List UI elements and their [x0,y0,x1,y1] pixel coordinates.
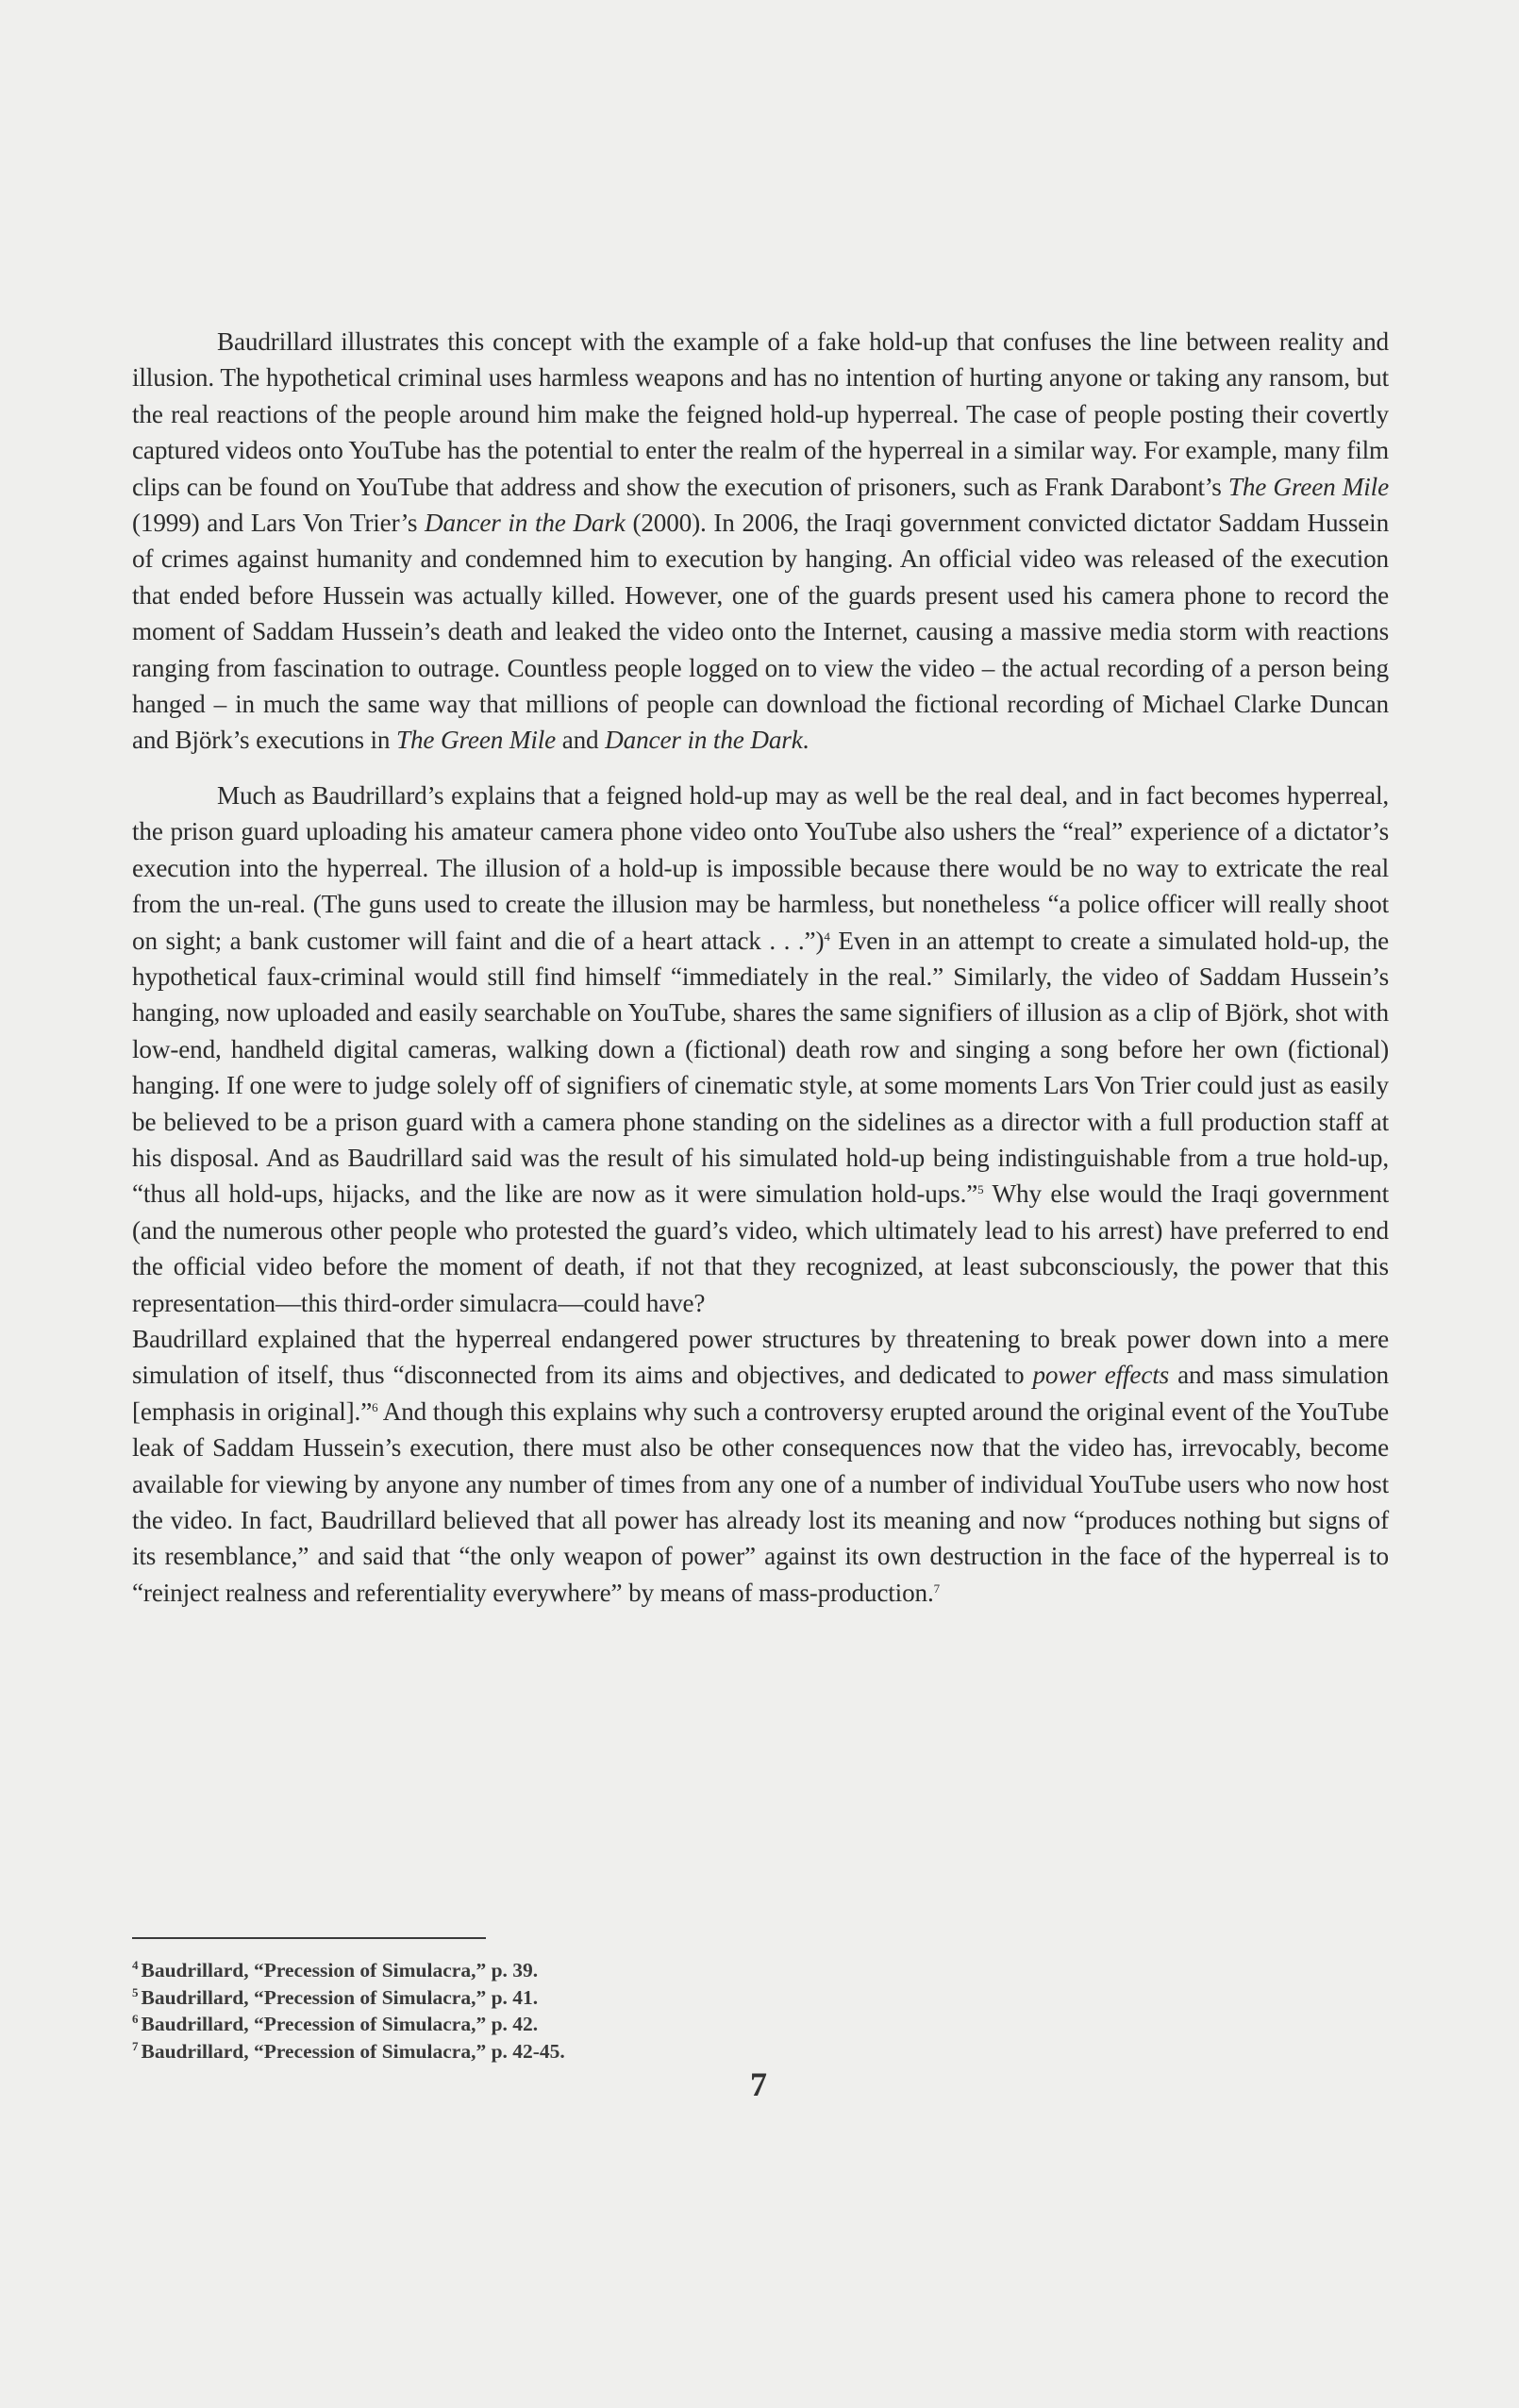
footnote-text: Baudrillard, “Precession of Simulacra,” p. 39. [141,1959,539,1982]
footnote-number: 6 [132,2012,139,2026]
text-run: and mass simulation [emphasis in original].” [132,1361,1390,1426]
footnote-number: 7 [132,2038,139,2053]
text-run: Even in an attempt to create a simulated hold-up, the hypothetical faux-criminal would still find himself “immediately in the real.” Similarly, the video of Saddam Hussein’s hanging, now uploaded and easily searchable on YouTube, shares the same signifiers of illusion as a clip of Björk, shot with low-end, handheld digital cameras, walking down a (fictional) death row and singing a song before her own (fictional) hanging. If one were to judge solely off of signifiers of cinematic style, at some moments Lars Von Trier could just as easily be believed to be a prison guard with a camera phone standing on the sidelines as a director with a full production staff at his disposal. And as Baudrillard said was the result of his simulated hold-up being indistinguishable from a true hold-up, “thus all hold-ups, hijacks, and the like are now as it were simulation hold-ups.” [132,926,1389,1209]
footnotes [132,1957,981,2065]
italic-title: The Green Mile [1227,472,1389,501]
text-run: Baudrillard explained that the hyperreal endangered power structures by threatening to break power down into a mere simulation of itself, thus “disconnected from its aims and objectives, and dedicated to [132,1324,1389,1390]
italic-title: The Green Mile [396,726,557,755]
footnote [132,1957,981,1984]
text-run: . [802,726,810,755]
text-run: and [556,726,606,755]
footnote [132,1984,981,2012]
footnote-ref: 7 [933,1580,940,1596]
italic-title: Dancer in the Dark [605,726,803,755]
footnote-ref: 6 [372,1399,378,1414]
footnote-text: Baudrillard, “Precession of Simulacra,” p. 42. [141,2013,539,2035]
paragraph-1 [132,324,1389,759]
footnote-ref: 5 [977,1182,984,1197]
text-run: And though this explains why such a controversy erupted around the original event of the YouTube leak of Saddam Hussein’s execution, there must also be other consequences now that the video has, irrevocably, become available for viewing by anyone any number of times from any one of a number of individual YouTube users who now host the video. In fact, Baudrillard believed that all power has already lost its meaning and now “produces nothing but signs of its resemblance,” and said that “the only weapon of power” against its own destruction in the face of the hyperreal is to “reinject realness and referentiality everywhere” by means of mass-production. [132,1396,1389,1607]
footnote-text: Baudrillard, “Precession of Simulacra,” p. 42-45. [141,2039,565,2063]
text-run: (1999) and Lars Von Trier’s [132,509,426,538]
text-run: Baudrillard illustrates this concept with the example of a fake hold-up that confuses the line between reality and illusion. The hypothetical criminal uses harmless weapons and has no intention of hurting anyone or taking any ransom, but the real reactions of the people around him make the feigned hold-up hyperreal. The case of people posting their covertly captured videos onto YouTube has the potential to enter the realm of the hyperreal in a similar way. For example, many film clips can be found on YouTube that address and show the execution of prisoners, such as Frank Darabont’s [132,327,1389,501]
paragraph-3 [132,1321,1389,1611]
footnote [132,2038,981,2065]
paragraph-2 [132,778,1389,1321]
footnote-number: 4 [132,1958,139,1972]
italic-title: Dancer in the Dark [425,509,626,538]
footnote-ref: 4 [824,928,830,944]
footnote-number: 5 [132,1984,139,1999]
text-run: Why else would the Iraqi government (and the numerous other people who protested the guard’s video, which ultimately lead to his arrest) have preferred to end the official video before the moment of death, if not that they recognized, at least subconsciously, the power that this representation—this third-order simulacra—could have? [132,1179,1390,1317]
page-number: 7 [750,2065,767,2103]
text-run: (2000). In 2006, the Iraqi government convicted dictator Saddam Hussein of crimes against humanity and condemned him to execution by hanging. An official video was released of the execution that ended before Hussein was actually killed. However, one of the guards present used his camera phone to record the moment of Saddam Hussein’s death and leaked the video onto the Internet, causing a massive media storm with reactions ranging from fascination to outrage. Countless people logged on to view the video – the actual recording of a person being hanged – in much the same way that millions of people can download the fictional recording of Michael Clarke Duncan and Björk’s executions in [132,509,1390,755]
body-text [132,324,1389,1611]
footnote-text: Baudrillard, “Precession of Simulacra,” p. 41. [141,1985,539,2009]
footnote-separator [132,1937,486,1939]
text-run: Much as Baudrillard’s explains that a feigned hold-up may as well be the real deal, and in fact becomes hyperreal, the prison guard uploading his amateur camera phone video onto YouTube also ushers the “real” experience of a dictator’s execution into the hyperreal. The illusion of a hold-up is impossible because there would be no way to extricate the real from the un-real. (The guns used to create the illusion may be harmless, but nonetheless “a police officer will really shoot on sight; a bank customer will faint and die of a heart attack . . .”) [132,780,1389,955]
italic-title: power effects [1032,1361,1170,1390]
footnote [132,2011,981,2038]
